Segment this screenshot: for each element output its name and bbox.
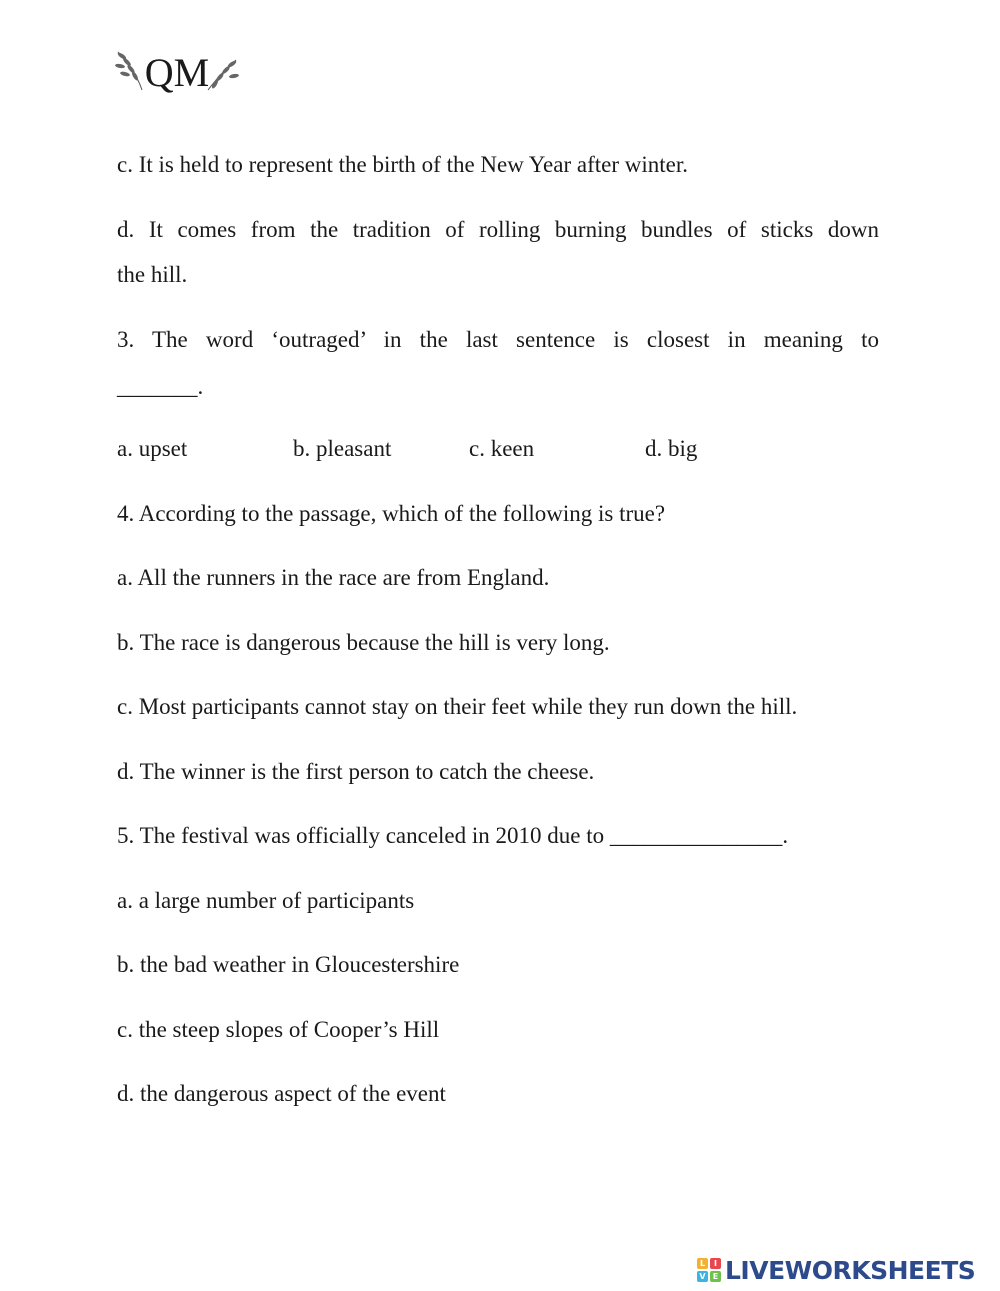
logo-letter-v: V: [697, 1271, 708, 1282]
q5-option-c: c. the steep slopes of Cooper’s Hill: [117, 1017, 440, 1042]
option-q2d-line1: d. It comes from the tradition of rolling burning bundles of sticks down: [117, 217, 879, 242]
q3-option-d: d. big: [645, 436, 698, 461]
option-q2c: c. It is held to represent the birth of the New Year after winter.: [117, 152, 688, 177]
logo-letter-l: L: [697, 1258, 708, 1269]
q4-option-b: b. The race is dangerous because the hill is very long.: [117, 630, 610, 655]
liveworksheets-logo-icon: [697, 1258, 721, 1282]
question-3-line1: 3. The word ‘outraged’ in the last sentence is closest in meaning to: [117, 327, 879, 352]
option-q2d-line2: the hill.: [117, 262, 188, 287]
qm-logo: [112, 38, 242, 104]
q4-option-d: d. The winner is the first person to catch the cheese.: [117, 759, 595, 784]
q3-option-c: c. keen: [469, 436, 535, 461]
laurel-logo-icon: [112, 38, 242, 104]
logo-letter-e: E: [710, 1271, 721, 1282]
question-3-blank: _______.: [117, 374, 204, 399]
liveworksheets-brand-text: LIVEWORKSHEETS: [725, 1255, 976, 1285]
q3-option-b: b. pleasant: [293, 436, 392, 461]
question-5: 5. The festival was officially canceled in 2010 due to _______________.: [117, 823, 789, 848]
q5-option-b: b. the bad weather in Gloucestershire: [117, 952, 460, 977]
question-4: 4. According to the passage, which of the following is true?: [117, 501, 666, 526]
logo-text: QM: [144, 50, 210, 95]
liveworksheets-footer[interactable]: [697, 1253, 993, 1287]
q4-option-a: a. All the runners in the race are from England.: [117, 565, 550, 590]
q5-option-a: a. a large number of participants: [117, 888, 415, 913]
q4-option-c: c. Most participants cannot stay on their feet while they run down the hill.: [117, 694, 798, 719]
q3-option-a: a. upset: [117, 436, 188, 461]
q5-option-d: d. the dangerous aspect of the event: [117, 1081, 446, 1106]
logo-letter-i: I: [710, 1258, 721, 1269]
